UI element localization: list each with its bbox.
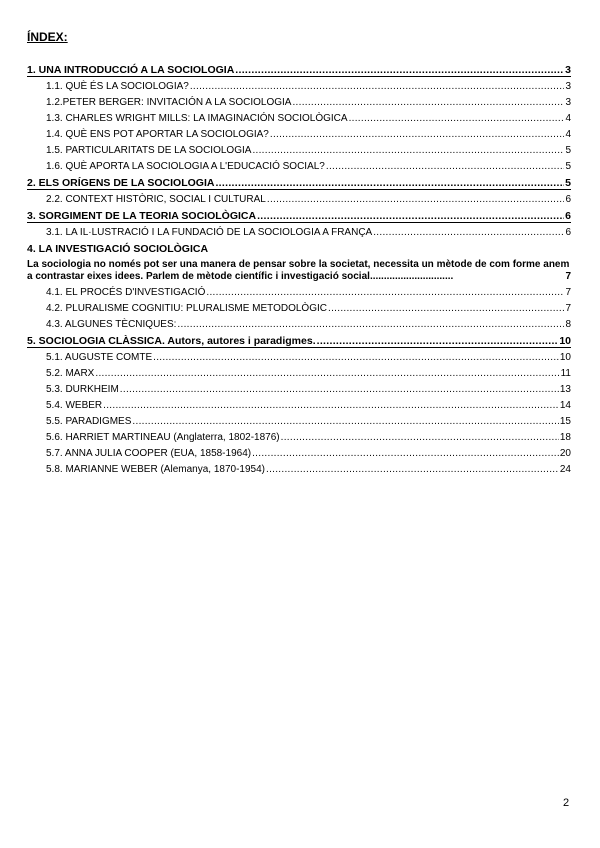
toc-entry-page: 11 xyxy=(560,368,571,379)
toc-entry-page: 5 xyxy=(565,161,571,172)
toc-entry-label: 4. LA INVESTIGACIÓ SOCIOLÒGICA xyxy=(27,243,209,255)
toc-subsection-entry[interactable] xyxy=(27,81,571,93)
toc-entry-page: 14 xyxy=(559,400,571,411)
toc-dot-leader xyxy=(281,432,559,444)
toc-subsection-entry[interactable] xyxy=(27,400,571,412)
toc-entry-label: 5.3. DURKHEIM xyxy=(46,384,119,395)
toc-entry-label: 1.1. QUÈ ÉS LA SOCIOLOGIA? xyxy=(46,81,189,92)
toc-entry-page: 6 xyxy=(565,210,571,222)
toc-dot-leader xyxy=(267,194,565,206)
toc-entry-page: 3 xyxy=(565,97,571,108)
toc-section-entry[interactable] xyxy=(27,210,571,223)
toc-entry-label: 1.4. QUÈ ENS POT APORTAR LA SOCIOLOGIA? xyxy=(46,129,269,140)
toc-entry-label: 1.2.PETER BERGER: INVITACIÓN A LA SOCIOLOGIA xyxy=(46,97,292,108)
toc-dot-leader xyxy=(326,161,565,173)
toc-entry-label: 5. SOCIOLOGIA CLÀSSICA. Autors, autores i paradigmes. xyxy=(27,335,316,347)
toc-entry-page: 3 xyxy=(565,81,571,92)
toc-entry-page: 3 xyxy=(565,64,571,76)
toc-subsection-entry[interactable] xyxy=(27,129,571,141)
toc-entry-page: 8 xyxy=(565,319,571,330)
toc-subsection-entry[interactable] xyxy=(27,448,571,460)
toc-entry-label: 5.1. AUGUSTE COMTE xyxy=(46,352,153,363)
toc-dot-leader xyxy=(252,145,564,157)
toc-subsection-entry[interactable] xyxy=(27,352,571,364)
toc-entry-label: 5.5. PARADIGMES xyxy=(46,416,132,427)
toc-entry-label: 5.8. MARIANNE WEBER (Alemanya, 1870-1954) xyxy=(46,464,265,475)
toc-subsection-entry[interactable] xyxy=(27,227,571,239)
toc-dot-leader xyxy=(349,113,565,125)
toc-entry-label: 1.3. CHARLES WRIGHT MILLS: LA IMAGINACIÓN SOCIOLÒGICA xyxy=(46,113,348,124)
toc-entry-page: 15 xyxy=(559,416,571,427)
toc-subsection-entry[interactable] xyxy=(27,145,571,157)
toc-entry-label: La sociologia no només pot ser una manera de pensar sobre la societat, necessita un mètode de com forme anem a contrastar eixes idees. Parlem de mètode científic i investigació social xyxy=(27,259,570,282)
toc-dot-leader xyxy=(153,352,559,364)
toc-dot-leader xyxy=(373,227,564,239)
toc-dot-leader xyxy=(120,384,559,396)
toc-dot-leader xyxy=(257,210,564,222)
toc-entry-page: 18 xyxy=(559,432,571,443)
toc-entry-page: 4 xyxy=(565,129,571,140)
toc-dot-leader xyxy=(103,400,559,412)
toc-entry-page: 13 xyxy=(559,384,571,395)
toc-entry-page: 4 xyxy=(565,113,571,124)
toc-dot-leader xyxy=(328,303,564,315)
toc-subsection-entry[interactable] xyxy=(27,303,571,315)
toc-subsection-entry[interactable] xyxy=(27,319,571,331)
toc-subsection-entry[interactable] xyxy=(27,368,571,380)
toc-section-entry[interactable] xyxy=(27,64,571,77)
toc-entry-page: 5 xyxy=(565,177,571,189)
toc-dot-leader xyxy=(190,81,565,93)
toc-entry-page: 7 xyxy=(565,287,571,298)
toc-entry-label: 2. ELS ORÍGENS DE LA SOCIOLOGIA xyxy=(27,177,215,189)
toc-dot-leader xyxy=(215,177,564,189)
table-of-contents xyxy=(27,64,571,480)
toc-entry-label: 1. UNA INTRODUCCIÓ A LA SOCIOLOGIA xyxy=(27,64,235,76)
toc-section-entry[interactable] xyxy=(27,335,571,348)
toc-dot-leader xyxy=(266,464,559,476)
toc-dot-leader xyxy=(292,97,564,109)
toc-dot-leader xyxy=(132,416,558,428)
toc-entry-label: 2.2. CONTEXT HISTÒRIC, SOCIAL I CULTURAL xyxy=(46,194,266,205)
toc-dot-leader xyxy=(317,335,559,347)
toc-entry-label: 3. SORGIMENT DE LA TEORIA SOCIOLÒGICA xyxy=(27,210,257,222)
toc-entry-page: 5 xyxy=(565,145,571,156)
toc-subsection-entry[interactable] xyxy=(27,97,571,109)
toc-subsection-entry[interactable] xyxy=(27,113,571,125)
toc-subsection-entry[interactable] xyxy=(27,194,571,206)
toc-entry-page: 10 xyxy=(559,352,571,363)
toc-dot-leader xyxy=(95,368,559,380)
toc-subsection-entry[interactable] xyxy=(27,384,571,396)
toc-entry-label: 5.6. HARRIET MARTINEAU (Anglaterra, 1802-1876) xyxy=(46,432,280,443)
toc-subsection-entry[interactable] xyxy=(27,464,571,476)
toc-entry-label: 4.1. EL PROCÉS D'INVESTIGACIÓ xyxy=(46,287,206,298)
toc-entry-page: 20 xyxy=(559,448,571,459)
toc-entry-label: 1.6. QUÈ APORTA LA SOCIOLOGIA A L'EDUCACIÓ SOCIAL? xyxy=(46,161,325,172)
toc-dot-leader xyxy=(206,287,564,299)
toc-entry-page: 6 xyxy=(565,227,571,238)
toc-subsection-entry[interactable] xyxy=(27,161,571,173)
toc-entry-page: 24 xyxy=(559,464,571,475)
toc-paragraph-entry[interactable] xyxy=(27,259,571,283)
toc-entry-page: 7 xyxy=(565,271,571,282)
toc-subsection-entry[interactable] xyxy=(27,432,571,444)
toc-entry-page: 7 xyxy=(565,303,571,314)
toc-entry-label: 1.5. PARTICULARITATS DE LA SOCIOLOGIA xyxy=(46,145,252,156)
toc-dot-leader xyxy=(235,64,564,76)
toc-dot-leader xyxy=(177,319,564,331)
toc-entry-label: 4.2. PLURALISME COGNITIU: PLURALISME METODOLÒGIC xyxy=(46,303,327,314)
toc-section-entry[interactable] xyxy=(27,243,571,255)
toc-section-entry[interactable] xyxy=(27,177,571,190)
toc-entry-page: 10 xyxy=(559,335,571,347)
page-title: ÍNDEX: xyxy=(27,30,68,44)
toc-entry-label: 5.2. MARX xyxy=(46,368,95,379)
page-number: 2 xyxy=(563,797,570,809)
toc-subsection-entry[interactable] xyxy=(27,287,571,299)
toc-entry-label: 5.7. ANNA JULIA COOPER (EUA, 1858-1964) xyxy=(46,448,252,459)
toc-entry-label: 4.3. ALGUNES TÈCNIQUES: xyxy=(46,319,177,330)
toc-dot-leader xyxy=(270,129,565,141)
toc-subsection-entry[interactable] xyxy=(27,416,571,428)
toc-dot-leader: .............................. xyxy=(369,271,454,282)
toc-entry-page: 6 xyxy=(565,194,571,205)
toc-dot-leader xyxy=(252,448,559,460)
toc-entry-label: 5.4. WEBER xyxy=(46,400,103,411)
toc-entry-label: 3.1. LA IL·LUSTRACIÓ I LA FUNDACIÓ DE LA SOCIOLOGIA A FRANÇA xyxy=(46,227,373,238)
